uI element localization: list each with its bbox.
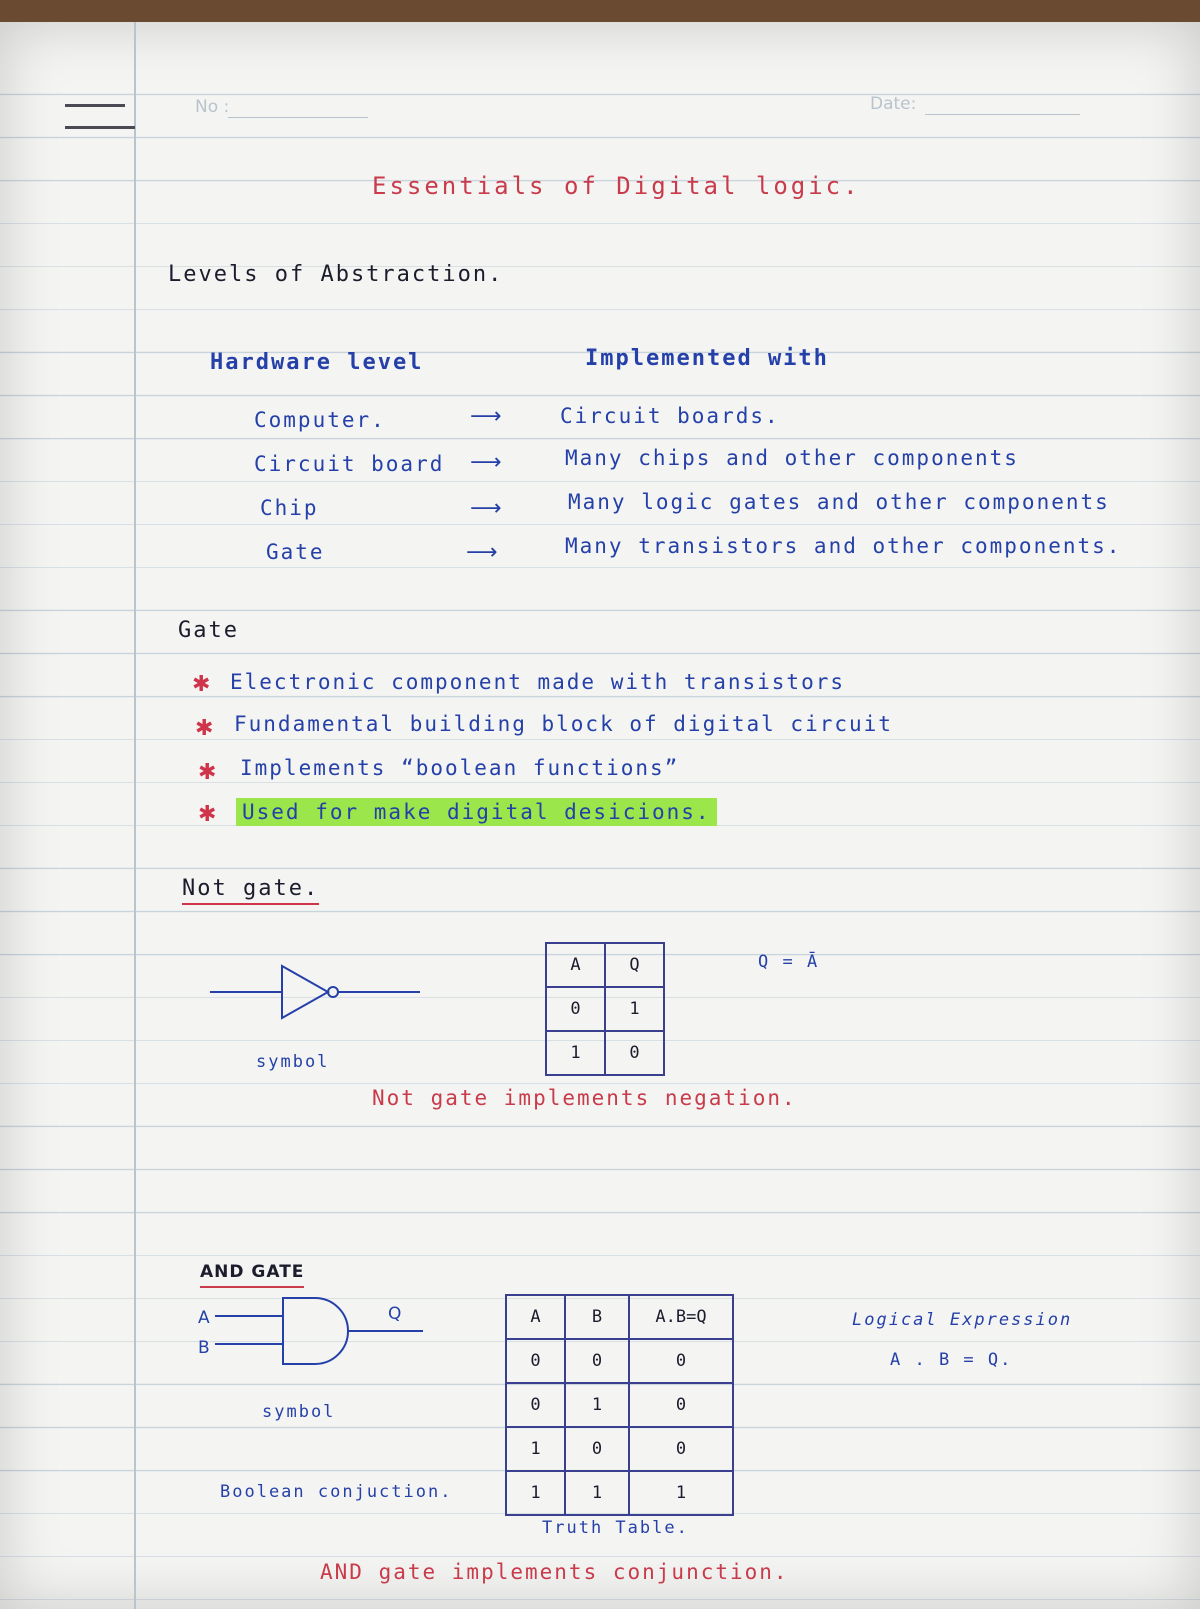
- level-row-left: Chip: [260, 496, 319, 520]
- margin-line: [134, 22, 136, 1609]
- no-line: [228, 117, 368, 118]
- not-expression: Q = Ā: [758, 952, 820, 972]
- truth-table-caption: Truth Table.: [542, 1518, 689, 1538]
- gate-bullet: Electronic component made with transistors: [230, 670, 846, 694]
- levels-heading: Levels of Abstraction.: [168, 262, 504, 287]
- level-row-right: Many logic gates and other components: [568, 490, 1110, 514]
- table-cell: 0: [506, 1339, 565, 1383]
- and-input-b-label: B: [198, 1338, 210, 1358]
- arrow-icon: ⟶: [470, 496, 502, 521]
- gate-heading: Gate: [178, 618, 239, 643]
- table-cell: 1: [506, 1427, 565, 1471]
- and-gate-symbol-icon: [215, 1294, 425, 1369]
- and-output-label: Q: [388, 1304, 402, 1324]
- table-cell: 1: [565, 1383, 629, 1427]
- and-gate-heading: AND GATE: [200, 1262, 304, 1288]
- level-row-left: Circuit board: [254, 452, 445, 476]
- not-symbol-label: symbol: [256, 1052, 330, 1072]
- table-cell: 0: [605, 1031, 664, 1075]
- not-truth-table: [545, 942, 665, 1076]
- table-cell: 1: [506, 1471, 565, 1515]
- page-title: Essentials of Digital logic.: [372, 172, 861, 200]
- table-cell: 1: [546, 1031, 605, 1075]
- implemented-with-header: Implemented with: [585, 346, 829, 371]
- table-header: A: [546, 943, 605, 987]
- boolean-conjunction-label: Boolean conjuction.: [220, 1482, 453, 1502]
- arrow-icon: ⟶: [466, 540, 498, 565]
- arrow-icon: ⟶: [470, 404, 502, 429]
- logical-expression: A . B = Q.: [890, 1350, 1013, 1370]
- logical-expression-label: Logical Expression: [852, 1310, 1073, 1330]
- table-cell: 1: [605, 987, 664, 1031]
- table-cell: 0: [629, 1339, 733, 1383]
- table-cell: 0: [565, 1427, 629, 1471]
- and-gate-note: AND gate implements conjunction.: [320, 1560, 789, 1584]
- star-bullet-icon: ✱: [198, 802, 217, 827]
- table-header: A.B=Q: [629, 1295, 733, 1339]
- star-bullet-icon: ✱: [192, 672, 211, 697]
- binder-mark: [65, 104, 125, 107]
- date-label: Date:: [870, 94, 917, 114]
- gate-bullet: Implements “boolean functions”: [240, 756, 680, 780]
- and-truth-table: [505, 1294, 734, 1516]
- table-cell: 1: [565, 1471, 629, 1515]
- and-symbol-label: symbol: [262, 1402, 336, 1422]
- level-row-left: Computer.: [254, 408, 386, 432]
- not-gate-note: Not gate implements negation.: [372, 1086, 797, 1110]
- level-row-left: Gate: [266, 540, 325, 564]
- table-cell: 0: [565, 1339, 629, 1383]
- star-bullet-icon: ✱: [195, 716, 214, 741]
- binder-mark-2: [65, 126, 135, 129]
- table-header: B: [565, 1295, 629, 1339]
- hardware-level-header: Hardware level: [210, 350, 424, 375]
- level-row-right: Many chips and other components: [565, 446, 1019, 470]
- gate-bullet-highlighted: Used for make digital desicions.: [236, 798, 717, 826]
- not-gate-symbol-icon: [210, 962, 425, 1022]
- table-header: Q: [605, 943, 664, 987]
- table-header: A: [506, 1295, 565, 1339]
- table-cell: 0: [506, 1383, 565, 1427]
- arrow-icon: ⟶: [470, 450, 502, 475]
- no-label: No :: [195, 97, 230, 117]
- table-cell: 0: [546, 987, 605, 1031]
- notebook-page: [0, 22, 1200, 1609]
- table-cell: 1: [629, 1471, 733, 1515]
- star-bullet-icon: ✱: [198, 760, 217, 785]
- level-row-right: Many transistors and other components.: [565, 534, 1122, 558]
- and-input-a-label: A: [198, 1308, 210, 1328]
- date-line: [925, 114, 1080, 115]
- not-gate-heading: Not gate.: [182, 876, 319, 905]
- table-cell: 0: [629, 1383, 733, 1427]
- table-cell: 0: [629, 1427, 733, 1471]
- gate-bullet: Fundamental building block of digital circuit: [234, 712, 893, 736]
- level-row-right: Circuit boards.: [560, 404, 780, 428]
